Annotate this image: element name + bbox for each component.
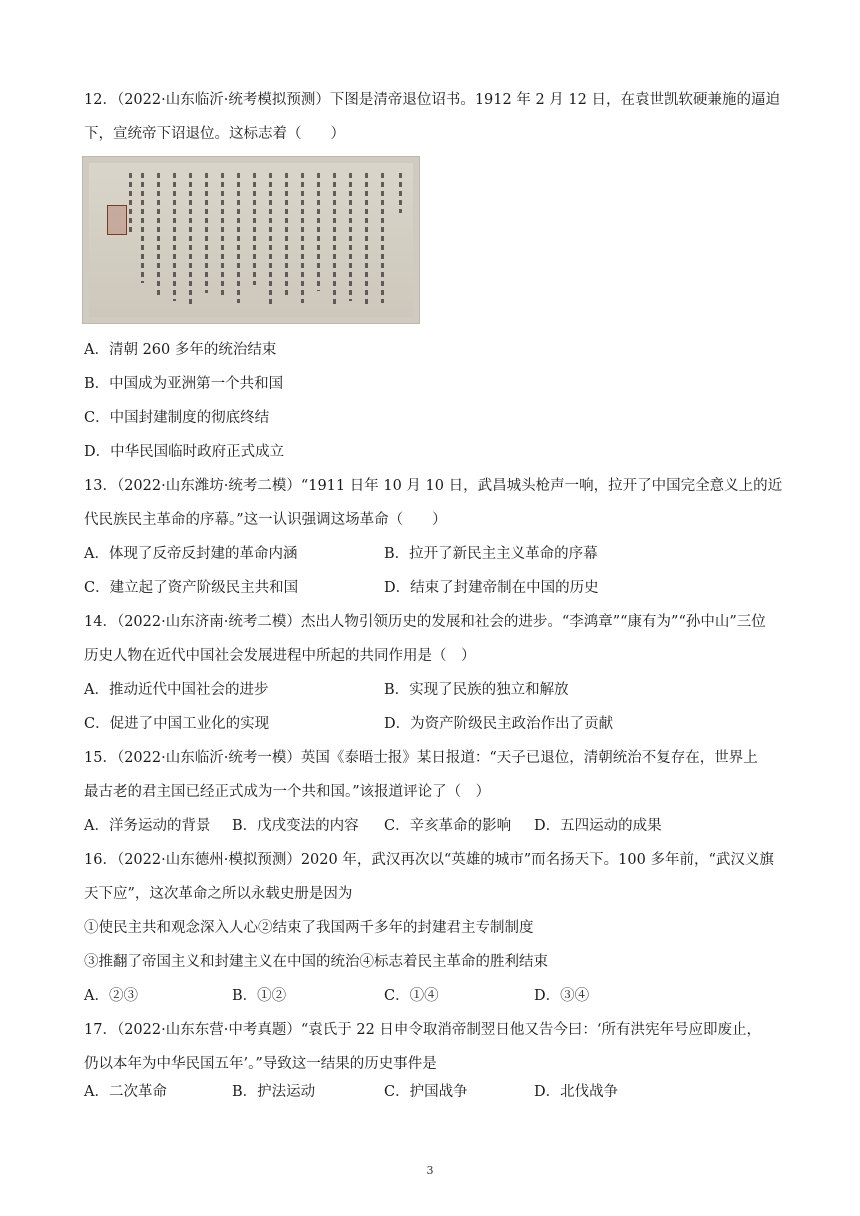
q16-option-a[interactable]: A．②③: [84, 988, 138, 1004]
q13-option-d[interactable]: D．结束了封建帝制在中国的历史: [384, 580, 599, 596]
q17-option-d[interactable]: D．北伐战争: [534, 1084, 619, 1100]
q12-option-a[interactable]: A．清朝 260 多年的统治结束: [84, 342, 277, 358]
q15-option-d[interactable]: D．五四运动的成果: [534, 818, 662, 834]
q15-stem-line1: 15．（2022·山东临沂·统考一模）英国《泰晤士报》某日报道：“天子已退位，清朝统治不复存在，世界上: [84, 750, 758, 766]
q14-stem-line1: 14．（2022·山东济南·统考二模）杰出人物引领历史的发展和社会的进步。“李鸿章”“康有为”“孙中山”三位: [84, 614, 766, 630]
q15-option-b[interactable]: B．戊戌变法的内容: [232, 818, 359, 834]
q12-stem-line2: 下，宣统帝下诏退位。这标志着（ ）: [84, 126, 345, 142]
edict-paper: [89, 163, 413, 317]
q13-option-c[interactable]: C．建立起了资产阶级民主共和国: [84, 580, 299, 596]
q14-stem-line2: 历史人物在近代中国社会发展进程中所起的共同作用是（ ）: [84, 648, 476, 664]
q16-items-line2: ③推翻了帝国主义和封建主义在中国的统治④标志着民主革命的胜利结束: [84, 954, 548, 970]
q13-option-b[interactable]: B．拉开了新民主主义革命的序幕: [384, 546, 598, 562]
q13-stem-line2: 代民族民主革命的序幕。”这一认识强调这场革命（ ）: [84, 512, 447, 528]
q12-stem-line1: 12．（2022·山东临沂·统考模拟预测）下图是清帝退位诏书。1912 年 2 月 12 日，在袁世凯软硬兼施的逼迫: [84, 92, 780, 108]
q12-option-c[interactable]: C．中国封建制度的彻底终结: [84, 410, 270, 426]
q13-option-a[interactable]: A．体现了反帝反封建的革命内涵: [84, 546, 298, 562]
q14-option-c[interactable]: C．促进了中国工业化的实现: [84, 716, 270, 732]
q17-stem-line1: 17．（2022·山东东营·中考真题）“袁氏于 22 日申令取消帝制翌日他又告今曰：‘所有洪宪年号应即废止，: [84, 1022, 762, 1038]
abdication-edict-image: [82, 156, 420, 324]
q12-option-b[interactable]: B．中国成为亚洲第一个共和国: [84, 376, 284, 392]
q17-option-b[interactable]: B．护法运动: [232, 1084, 316, 1100]
q14-option-a[interactable]: A．推动近代中国社会的进步: [84, 682, 269, 698]
q15-option-c[interactable]: C．辛亥革命的影响: [384, 818, 512, 834]
q14-option-d[interactable]: D．为资产阶级民主政治作出了贡献: [384, 716, 614, 732]
q12-option-d[interactable]: D．中华民国临时政府正式成立: [84, 444, 285, 460]
q15-option-a[interactable]: A．洋务运动的背景: [84, 818, 211, 834]
q13-stem-line1: 13．（2022·山东潍坊·统考二模）“1911 日年 10 月 10 日，武昌城头枪声一响，拉开了中国完全意义上的近: [84, 478, 783, 494]
q16-option-c[interactable]: C．①④: [384, 988, 439, 1004]
q16-stem-line2: 天下应”，这次革命之所以永载史册是因为: [84, 886, 353, 902]
q17-option-a[interactable]: A．二次革命: [84, 1084, 167, 1100]
q16-items-line1: ①使民主共和观念深入人心②结束了我国两千多年的封建君主专制制度: [84, 920, 534, 936]
q16-stem-line1: 16．（2022·山东德州·模拟预测）2020 年，武汉再次以“英雄的城市”而名扬天下。100 多年前，“武汉义旗: [84, 852, 774, 868]
q15-stem-line2: 最古老的君主国已经正式成为一个共和国。”该报道评论了（ ）: [84, 784, 491, 800]
q17-option-c[interactable]: C．护国战争: [384, 1084, 468, 1100]
page-number: 3: [426, 1164, 434, 1177]
q14-option-b[interactable]: B．实现了民族的独立和解放: [384, 682, 569, 698]
q16-option-d[interactable]: D．③④: [534, 988, 590, 1004]
red-seal-icon: [107, 205, 127, 235]
q16-option-b[interactable]: B．①②: [232, 988, 287, 1004]
q17-stem-line2: 仍以本年为中华民国五年’。”导致这一结果的历史事件是: [84, 1056, 437, 1072]
